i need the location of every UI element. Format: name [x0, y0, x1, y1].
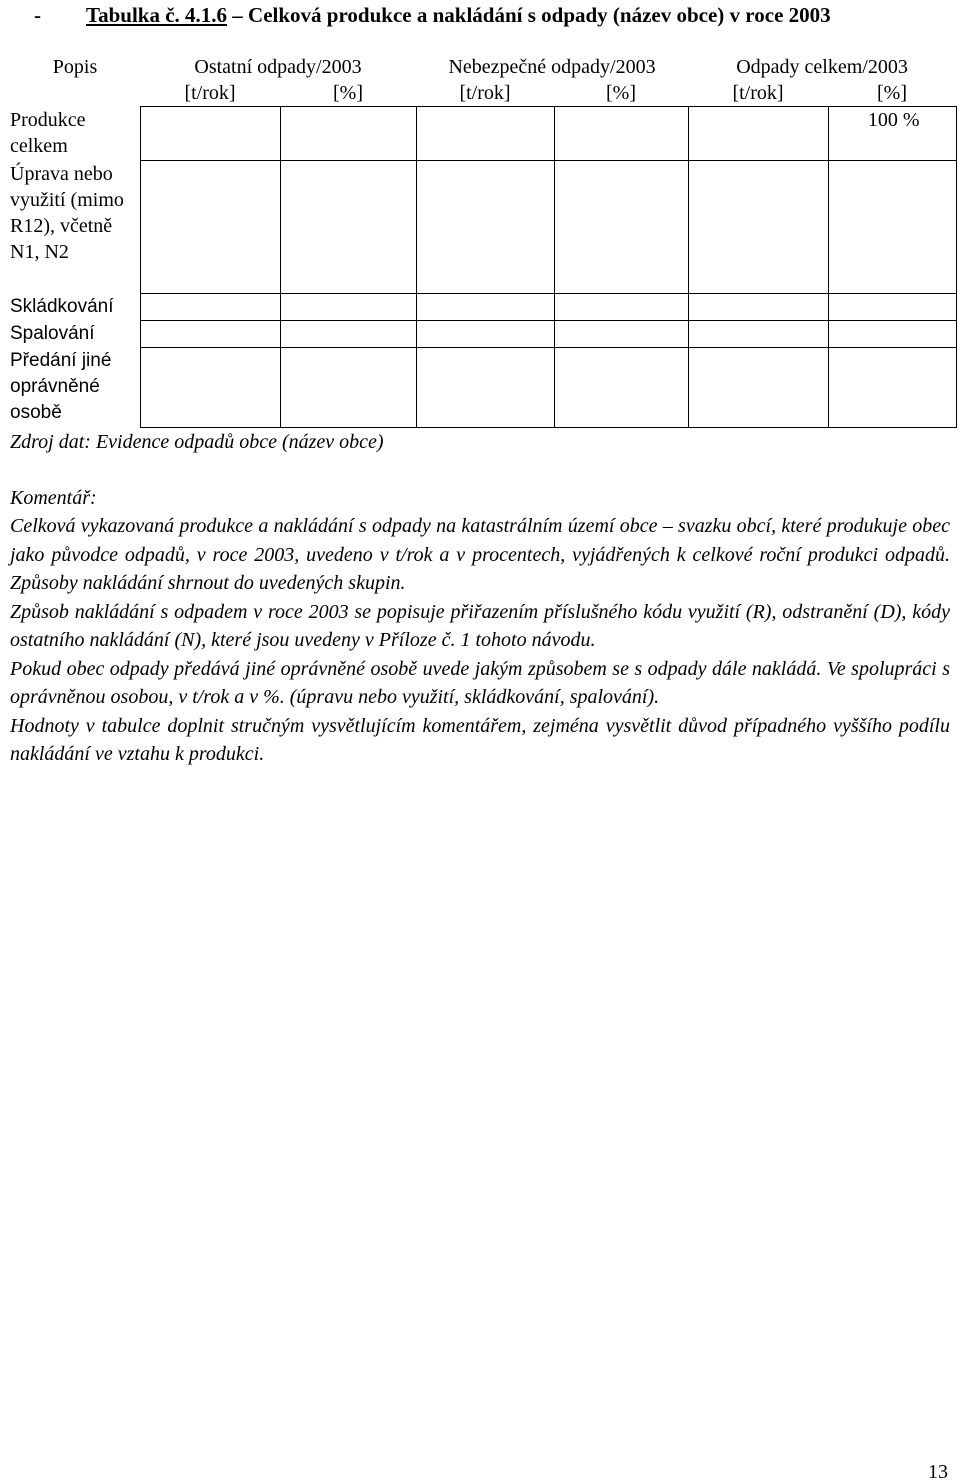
- table-cell: [140, 294, 280, 321]
- header-nebezpecne-odpady: Nebezpečné odpady/2003: [448, 56, 656, 78]
- table-cell: [554, 348, 688, 428]
- table-cell: [416, 294, 554, 321]
- comment-paragraph: Pokud obec odpady předává jiné oprávněné osobě uvede jakým způsobem se s odpady dále nakládá. Ve spolupráci s oprávněnou osobou, v t/rok a v %. (úpravu nebo využití, skládkování, spalování).: [10, 657, 950, 708]
- table-cell: [554, 161, 688, 294]
- table-cell: [688, 107, 828, 161]
- table-cell: [828, 348, 956, 428]
- table-row: [10, 107, 956, 161]
- comment-label: Komentář:: [10, 487, 97, 509]
- table-cell: [828, 321, 956, 348]
- unit-header: [t/rok]: [459, 82, 511, 104]
- table-cell: [828, 294, 956, 321]
- comment-body: [10, 512, 950, 769]
- unit-header: [%]: [877, 82, 907, 104]
- table-row: [10, 321, 956, 348]
- table-cell: [280, 321, 416, 348]
- table-cell: [554, 321, 688, 348]
- heading-separator: –: [232, 3, 243, 27]
- table-cell: [688, 161, 828, 294]
- table-cell: [828, 161, 956, 294]
- comment-paragraph: Celková vykazovaná produkce a nakládání s odpady na katastrálním území obce – svazku obcí, které produkuje obec jako původce odpadů, v roce 2003, uvedeno v t/rok a v procentech, vyjádřených k celkové roční produkci odpadů. Způsoby nakládání shrnout do uvedených skupin.: [10, 515, 950, 594]
- table-cell: [280, 348, 416, 428]
- header-popis: Popis: [52, 56, 98, 78]
- table-cell: [280, 161, 416, 294]
- table-cell: [416, 107, 554, 161]
- header-ostatni-odpady: Ostatní odpady/2003: [194, 56, 362, 78]
- table-cell: [554, 107, 688, 161]
- table-cell: [688, 348, 828, 428]
- table-cell: [416, 161, 554, 294]
- table-cell: [554, 294, 688, 321]
- data-source-note: Zdroj dat: Evidence odpadů obce (název obce): [10, 431, 384, 453]
- table-heading: [34, 1, 946, 29]
- unit-header: [t/rok]: [184, 82, 236, 104]
- header-odpady-celkem: Odpady celkem/2003: [736, 56, 908, 78]
- table-cell: [416, 321, 554, 348]
- row-label: Spalování: [10, 321, 140, 348]
- page-number: 13: [928, 1461, 948, 1483]
- total-percent-cell: 100 %: [828, 107, 956, 161]
- table-cell: [280, 294, 416, 321]
- heading-number: Tabulka č. 4.1.6: [86, 3, 228, 27]
- row-label: Předání jiné oprávněné osobě: [10, 348, 140, 428]
- row-label: Úprava nebo využití (mimo R12), včetně N1, N2: [10, 161, 140, 294]
- heading-dash: -: [34, 3, 41, 27]
- table-cell: [688, 294, 828, 321]
- row-label: Produkce celkem: [10, 107, 140, 161]
- table-row: [10, 161, 956, 294]
- table-row: [10, 294, 956, 321]
- table-cell: [416, 348, 554, 428]
- table-cell: [140, 107, 280, 161]
- unit-header: [%]: [606, 82, 636, 104]
- comment-paragraph: Způsob nakládání s odpadem v roce 2003 se popisuje přiřazením příslušného kódu využití (R), odstranění (D), kódy ostatního nakládání (N), které jsou uvedeny v Příloze č. 1 tohoto návodu.: [10, 600, 950, 651]
- unit-header: [t/rok]: [732, 82, 784, 104]
- unit-header: [%]: [333, 82, 363, 104]
- waste-table: [10, 54, 957, 428]
- table-cell: [140, 321, 280, 348]
- table-row: [10, 348, 956, 428]
- row-label: Skládkování: [10, 294, 140, 321]
- table-cell: [140, 161, 280, 294]
- table-cell: [688, 321, 828, 348]
- comment-paragraph: Hodnoty v tabulce doplnit stručným vysvětlujícím komentářem, zejména vysvětlit důvod případného vyššího podílu nakládání ve vztahu k produkci.: [10, 714, 950, 765]
- table-cell: [140, 348, 280, 428]
- table-cell: [280, 107, 416, 161]
- heading-title: Celková produkce a nakládání s odpady (název obce) v roce 2003: [248, 3, 831, 27]
